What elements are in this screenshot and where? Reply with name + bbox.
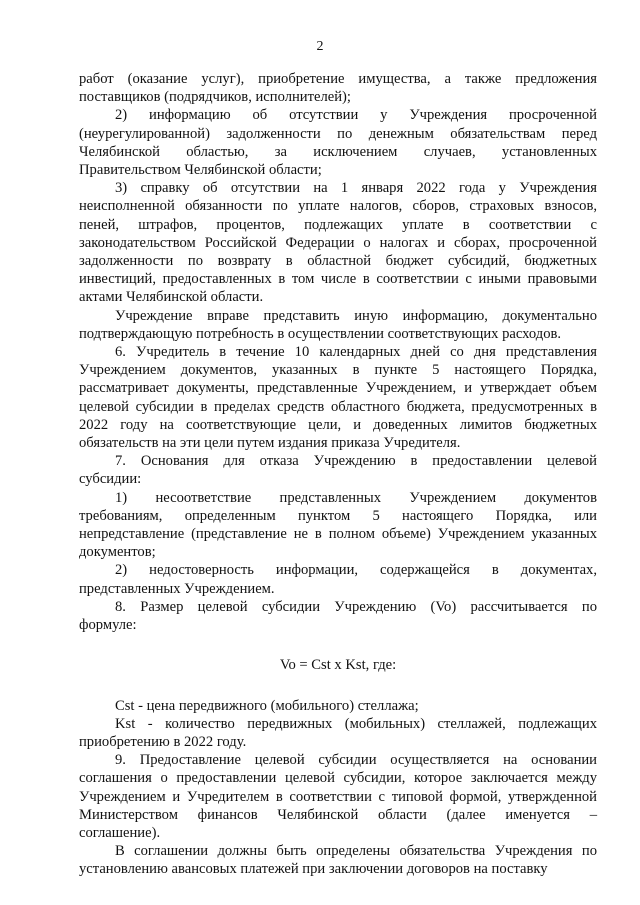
document-body xyxy=(79,70,597,879)
text-line: 9. Предоставление целевой субсидии осуществляется на основании xyxy=(115,752,597,769)
paragraph xyxy=(79,179,597,306)
text-line: задолженности по возврату в областной бюджет субсидий, бюджетных xyxy=(79,253,597,270)
text-line: представленных Учреждением. xyxy=(79,580,275,597)
paragraphs-before-formula xyxy=(79,70,597,634)
text-line: Правительством Челябинской области; xyxy=(79,162,322,179)
text-line: Kst - количество передвижных (мобильных) стеллажей, подлежащих xyxy=(115,715,597,732)
paragraph xyxy=(79,751,597,842)
paragraph xyxy=(79,561,597,597)
paragraph xyxy=(79,715,597,751)
text-line: 8. Размер целевой субсидии Учреждению (Vo) рассчитывается по xyxy=(115,598,597,615)
text-line: неисполненной обязанности по уплате налогов, сборов, страховых взносов, xyxy=(79,198,597,215)
text-line: документов; xyxy=(79,544,156,561)
paragraph xyxy=(79,697,597,715)
text-line: 2) недостоверность информации, содержащейся в документах, xyxy=(115,562,597,579)
text-line: работ (оказание услуг), приобретение имущества, а также предложения xyxy=(79,71,597,87)
paragraph xyxy=(79,489,597,562)
text-line: 2) информацию об отсутствии у Учреждения просроченной xyxy=(115,107,597,124)
text-line: инвестиций, предоставленных в том числе в соответствии с иными правовыми xyxy=(79,271,597,288)
text-line: формуле: xyxy=(79,617,137,634)
formula: Vo = Cst x Kst, где: xyxy=(279,657,397,674)
text-line: непредставление (представление не в полном объеме) Учреждением указанных xyxy=(79,526,597,543)
text-line: обязательств на эти цели путем издания приказа Учредителя. xyxy=(79,435,461,452)
page-number: 2 xyxy=(316,39,324,54)
text-line: целевой субсидии в пределах средств областного бюджета, предусмотренных в xyxy=(79,398,597,415)
text-line: 3) справку об отсутствии на 1 января 2022 года у Учреждения xyxy=(115,180,597,197)
paragraph xyxy=(79,842,597,878)
text-line: требованиям, определенным пунктом 5 настоящего Порядка, или xyxy=(79,507,597,524)
text-line: 2022 году на соответствующие цели, и доведенных лимитов бюджетных xyxy=(79,416,597,433)
text-line: приобретению в 2022 году. xyxy=(79,733,247,750)
text-line: Министерством финансов Челябинской области (далее именуется – xyxy=(79,806,597,823)
text-line: Учреждение вправе представить иную информацию, документально xyxy=(115,307,597,324)
paragraph xyxy=(79,307,597,343)
paragraph xyxy=(79,343,597,452)
text-line: (неурегулированной) задолженности по денежным обязательствам перед xyxy=(79,125,597,142)
text-line: 7. Основания для отказа Учреждению в предоставлении целевой xyxy=(115,453,597,470)
text-line: В соглашении должны быть определены обязательства Учреждения по xyxy=(115,843,597,860)
text-line: соглашения о предоставлении целевой субсидии, которое заключается между xyxy=(79,770,597,787)
paragraph xyxy=(79,70,597,106)
text-line: Учреждением и Учредителем в соответствии с типовой формой, утвержденной xyxy=(79,788,597,805)
text-line: пеней, штрафов, процентов, подлежащих уплате в соответствии с xyxy=(79,216,597,233)
text-line: соглашение). xyxy=(79,824,161,841)
text-line: 6. Учредитель в течение 10 календарных дней со дня представления xyxy=(115,344,597,361)
text-line: установлению авансовых платежей при заключении договоров на поставку xyxy=(79,861,548,878)
text-line: подтверждающую потребность в осуществлении соответствующих расходов. xyxy=(79,325,562,342)
text-line: актами Челябинской области. xyxy=(79,289,264,306)
text-line: субсидии: xyxy=(79,471,142,488)
paragraph xyxy=(79,106,597,179)
text-line: рассматривает документы, представленные Учреждением, и утверждает объем xyxy=(79,380,597,397)
text-line: Челябинской областью, за исключением случаев, установленных xyxy=(79,143,597,160)
text-line: 1) несоответствие представленных Учреждением документов xyxy=(115,489,597,506)
paragraphs-after-formula xyxy=(79,697,597,879)
text-line: поставщиков (подрядчиков, исполнителей); xyxy=(79,89,351,106)
paragraph xyxy=(79,452,597,488)
text-line: законодательством Российской Федерации о налогах и сборах, просроченной xyxy=(79,234,597,251)
text-line: Учреждением документов, указанных в пункте 5 настоящего Порядка, xyxy=(79,362,597,379)
text-line: Cst - цена передвижного (мобильного) стеллажа; xyxy=(115,697,419,714)
paragraph xyxy=(79,598,597,634)
